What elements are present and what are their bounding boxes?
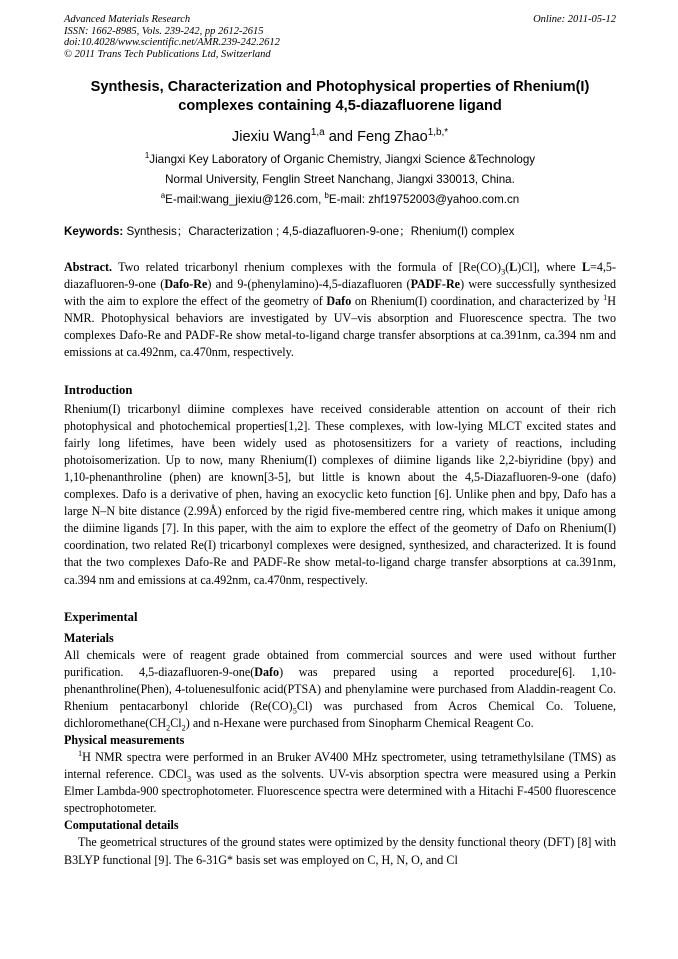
abstract-label: Abstract. xyxy=(64,260,113,274)
physical-subscript: 3 xyxy=(186,774,192,784)
materials-text-part: All chemicals were of reagent grade obtained from commercial sources and were used without further purification. 4,5-diazafluoren-9-one( xyxy=(64,647,616,679)
physical-heading: Physical measurements xyxy=(64,733,185,748)
abstract-subscript: 3 xyxy=(501,267,506,277)
author-list xyxy=(64,128,616,146)
abstract-superscript: 1 xyxy=(603,293,608,303)
computational-heading: Computational details xyxy=(64,818,179,833)
keywords-label: Keywords: xyxy=(64,225,124,238)
materials-heading: Materials xyxy=(64,630,114,645)
abstract-text: H NMR. Photophysical behaviors are investigated by UV–vis absorption and Fluorescence spectra. The two complexes Dafo-Re and PADF-Re show metal-to-ligand charge transfer absorptions at ca.391nm, ca.394 nm and emissions at ca.492nm, ca.470nm, respectively. xyxy=(64,294,617,360)
materials-subscript: 2 xyxy=(166,723,171,733)
materials-compound: Dafo xyxy=(254,664,280,679)
keywords xyxy=(64,224,616,239)
email-b: E-mail: zhf19752003@yahoo.com.cn xyxy=(328,193,520,206)
physical-superscript: 1 xyxy=(78,749,83,759)
affiliation-number: 1 xyxy=(144,151,150,161)
introduction-text: Rhenium(I) tricarbonyl diimine complexes have received considerable attention on account of their rich photophysical and photochemical properties[1,2]. These complexes, with low-lying MLCT excited states and fairly long lifetimes, have been widely used as photosensitizers for a variety of reactions, including photoisomerization. Up to now, many Rhenium(I) complexes of diimine ligands like 2,2-biyridine (bpy) and 1,10-phenanthroline (phen) are known[3-5], but little is known about the 4,5-Diazafluoren-9-one (dafo) complexes. Dafo is a derivative of phen, having an exocyclic keto function [6]. Unlike phen and bpy, Dafo has a large N–N bite distance (2.99Å) enforced by the rigid five-membered centre ring, which makes it unique among the diimine ligands [7]. In this paper, with the aim to explore the effect of the geometry of Dafo on Rhenium(I) coordination, two related Re(I) tricarbonyl complexes were designed, synthesized, and characterized. It is found that the two complexes Dafo-Re and PADF-Re show metal-to-ligand charge transfer absorptions at ca.391nm, ca.394 nm and emissions at ca.492nm, ca.470nm, respectively. xyxy=(64,401,616,587)
author-1-affiliation: 1,a xyxy=(310,127,325,139)
abstract-text: ) and 9-(phenylamino)-4,5-diazafluoren ( xyxy=(207,277,411,292)
online-date: Online: 2011-05-12 xyxy=(533,14,616,25)
affiliation-block xyxy=(64,150,616,210)
computational-text: The geometrical structures of the ground states were optimized by the density functional theory (DFT) [8] with B3LYP functional [9]. The 6-31G* basis set was employed on C, H, N, O, and Cl xyxy=(64,835,616,867)
abstract-ligand: L xyxy=(581,260,591,274)
keywords-text: Synthesis；Characterization ; 4,5-diazafluoren-9-one；Rhenium(I) complex xyxy=(123,225,515,238)
materials-subscript: 5 xyxy=(292,706,297,716)
author-2-affiliation: 1,b,* xyxy=(427,127,449,139)
materials-subscript: 2 xyxy=(181,723,186,733)
physical-text-part: was used as the solvents. UV-vis absorption spectra were measured using a Perkin Elmer Lambda-900 spectrophotometer. Fluorescence spectra were determined with a Hitachi F-4500 fluorescence spectrophotometer. xyxy=(64,767,616,816)
abstract-text: on Rhenium(I) coordination, and characterized by xyxy=(351,294,604,309)
abstract-ligand: L xyxy=(509,260,518,274)
physical-text-part: H NMR spectra were performed in an Bruker AV400 MHz spectrometer, using tetramethylsilane (TMS) as internal reference. CDCl xyxy=(64,750,616,782)
abstract-text: )Cl], where xyxy=(517,260,582,274)
abstract-compound: PADF-Re xyxy=(410,277,461,292)
materials-text xyxy=(64,647,616,732)
email-a: E-mail:wang_jiexiu@126.com, xyxy=(165,193,325,206)
affiliation-line-1 xyxy=(64,150,616,170)
materials-text-part: ) was prepared using a reported procedure[6]. 1,10-phenanthroline(Phen), 4-toluenesulfonic acid(PTSA) and phenylamine were purchased from Aladdin-reagent Co. Rhenium pentacarbonyl chloride (Re(CO) xyxy=(64,664,616,713)
introduction-heading: Introduction xyxy=(64,382,133,397)
abstract xyxy=(64,259,616,362)
title-line-2: complexes containing 4,5-diazafluorene ligand xyxy=(178,98,502,114)
affiliation-emails xyxy=(64,190,616,210)
materials-text-part: Cl xyxy=(170,715,182,730)
abstract-compound: Dafo xyxy=(326,294,352,309)
materials-text-part: ) and n-Hexane were purchased from Sinopharm Chemical Reagent Co. xyxy=(185,715,534,730)
email-b-marker: b xyxy=(324,191,329,201)
author-1: Jiexiu Wang xyxy=(231,129,311,145)
abstract-text: ( xyxy=(505,260,510,274)
affiliation-line-2: Normal University, Fenglin Street Nanchang, Jiangxi 330013, China. xyxy=(165,173,515,186)
experimental-heading: Experimental xyxy=(64,609,138,624)
journal-name: Advanced Materials Research xyxy=(64,14,191,25)
journal-header xyxy=(64,14,616,60)
author-2: Feng Zhao xyxy=(357,129,428,145)
physical-text xyxy=(64,749,616,817)
materials-text-part: Cl) was purchased from Acros Chemical Co. Toluene, dichloromethane(CH xyxy=(64,698,616,730)
paper-title xyxy=(64,78,616,116)
email-a-marker: a xyxy=(160,191,166,201)
abstract-compound: Dafo-Re xyxy=(164,277,208,292)
affiliation-text-1: Jiangxi Key Laboratory of Organic Chemistry, Jiangxi Science &Technology xyxy=(149,153,536,166)
title-line-1: Synthesis, Characterization and Photophysical properties of Rhenium(I) xyxy=(90,79,590,95)
journal-doi: doi:10.4028/www.scientific.net/AMR.239-242.2612 xyxy=(64,37,280,48)
journal-copyright: © 2011 Trans Tech Publications Ltd, Switzerland xyxy=(64,48,271,60)
paper-page xyxy=(64,14,616,869)
author-separator: and xyxy=(324,129,358,145)
abstract-text: ) were successfully synthesized with the aim to explore the effect of the geometry of xyxy=(64,277,616,309)
abstract-text: Two related tricarbonyl rhenium complexes with the formula of [Re(CO) xyxy=(112,260,502,274)
journal-issn: ISSN: 1662-8985, Vols. 239-242, pp 2612-2615 xyxy=(64,25,264,37)
abstract-text: =4,5-diazafluoren-9-one ( xyxy=(64,260,616,292)
